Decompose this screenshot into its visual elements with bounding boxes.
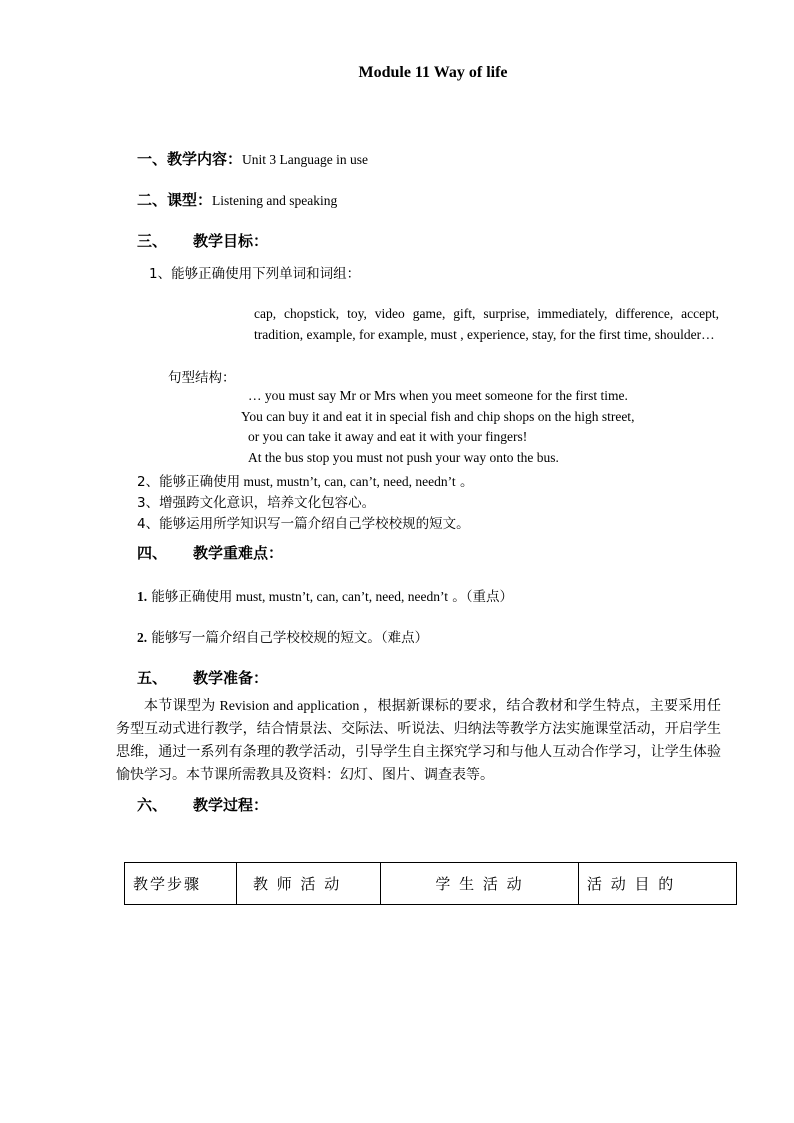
section-teaching-content	[137, 148, 368, 169]
pattern-line: … you must say Mr or Mrs when you meet someone for the first time.	[248, 388, 628, 403]
preparation-paragraph: 本节课型为 Revision and application ，根据新课标的要求，结合教材和学生特点，主要采用任务型互动式进行教学，结合情景法、交际法、听说法、归纳法等教学方法实施课堂活动，开启学生思维，通过一系列有条理的教学活动，引导学生自主探究学习和与他人互动合作学习，让学生体验愉快学习。本节课所需教具及资料：幻灯、图片、调查表等。	[116, 698, 722, 783]
section-number: 四、	[137, 544, 168, 562]
section-label: 教学重难点：	[193, 544, 284, 562]
section-number: 三、	[137, 232, 168, 250]
vocabulary-list: cap, chopstick, toy, video game, gift, surprise, immediately, difference, accept, tradition, example, for example, must , experience, stay, for the first time, shoulder…	[254, 306, 719, 342]
section-label: 二、课型：	[137, 191, 213, 209]
section-preparation	[137, 667, 268, 688]
section-lesson-type	[137, 189, 337, 210]
objective-1: 1、能够正确使用下列单词和词组：	[149, 266, 361, 282]
section-number: 六、	[137, 796, 168, 814]
section-key-points	[137, 542, 283, 563]
section-content: Unit 3 Language in use	[242, 152, 368, 167]
objective-2: 2、能够正确使用 must, mustn’t, can, can’t, need, needn’t 。	[137, 474, 474, 490]
section-content: Listening and speaking	[212, 193, 338, 208]
section-objectives	[137, 230, 268, 251]
header-activity-purpose: 活 动 目 的	[579, 863, 737, 905]
section-label: 教学目标：	[193, 232, 269, 250]
header-teacher-activity: 教 师 活 动	[237, 863, 381, 905]
key-point-2: 2. 能够写一篇介绍自己学校校规的短文。（难点）	[137, 630, 429, 646]
header-teaching-steps: 教学步骤	[125, 863, 237, 905]
table-header-row	[125, 863, 737, 905]
pattern-line: or you can take it away and eat it with your fingers!	[248, 429, 528, 444]
section-label: 教学过程：	[193, 796, 269, 814]
header-student-activity: 学 生 活 动	[381, 863, 579, 905]
teaching-process-table	[124, 862, 737, 905]
pattern-line: At the bus stop you must not push your way onto the bus.	[248, 450, 559, 465]
objective-4: 4、能够运用所学知识写一篇介绍自己学校校规的短文。	[137, 516, 470, 532]
page-title: Module 11 Way of life	[358, 64, 508, 81]
section-label: 一、教学内容：	[137, 150, 243, 168]
section-label: 教学准备：	[193, 669, 269, 687]
objective-3: 3、增强跨文化意识，培养文化包容心。	[137, 495, 376, 511]
sentence-pattern-label: 句型结构：	[168, 370, 236, 386]
section-number: 五、	[137, 669, 168, 687]
key-point-1: 1. 能够正确使用 must, mustn’t, can, can’t, need, needn’t 。（重点）	[137, 589, 514, 605]
section-process	[137, 794, 268, 815]
pattern-line: You can buy it and eat it in special fish and chip shops on the high street,	[241, 409, 635, 424]
